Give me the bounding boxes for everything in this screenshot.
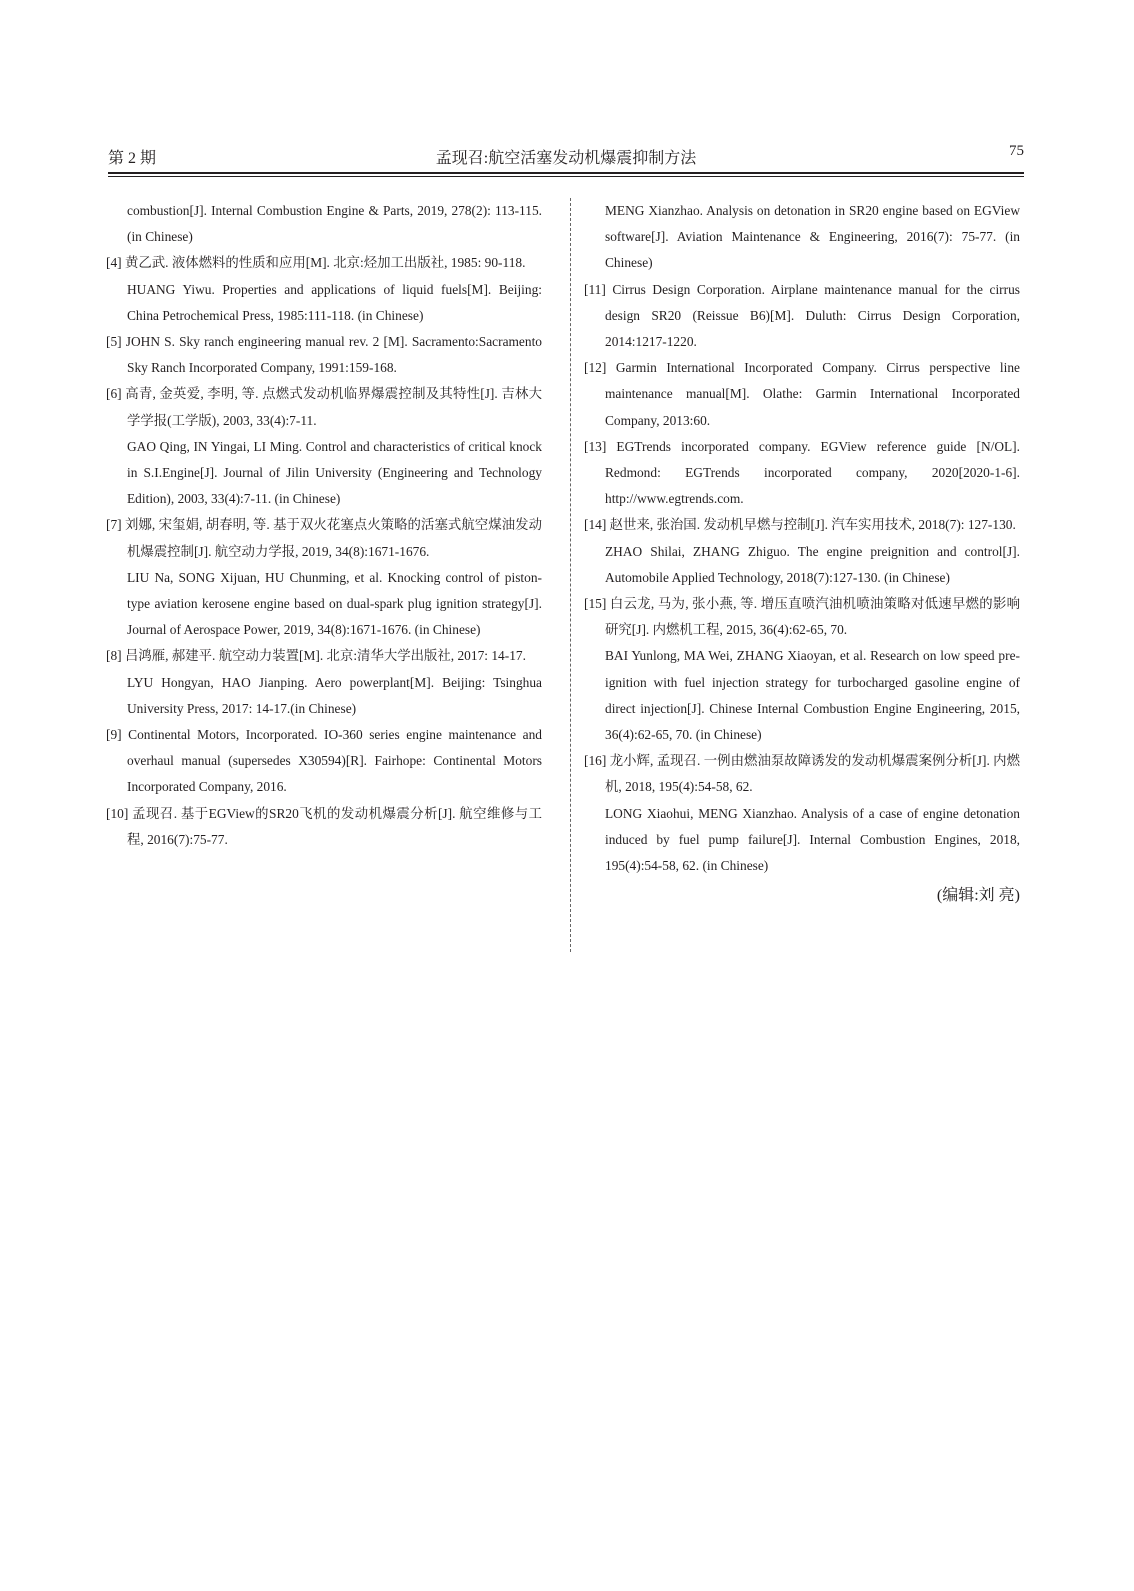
header-rule-thin [108,176,1024,177]
reference-9: [9] Continental Motors, Incorporated. IO-360 series engine maintenance and overhaul manual (supersedes X30594)[R]. Fairhope: Continental Motors Incorporated Company, 2016. [106,727,542,795]
reference-10: [10] 孟现召. 基于EGView的SR20飞机的发动机爆震分析[J]. 航空维修与工程, 2016(7):75-77. [106,805,542,847]
reference-16-english: LONG Xiaohui, MENG Xianzhao. Analysis of a case of engine detonation induced by fuel pump failure[J]. Internal Combustion Engines, 2018, 195(4):54-58, 62. (in Chinese) [605,805,1020,874]
reference-15-english: BAI Yunlong, MA Wei, ZHANG Xiaoyan, et al. Research on low speed pre-ignition with fuel injection strategy for turbocharged gasoline engine of direct injection[J]. Chinese Internal Combustion Engine Engineering, 2015, 36(4):62-65, 70. (in Chinese) [605,648,1020,743]
issue-label: 第 2 期 [108,150,157,167]
reference-4-english: HUANG Yiwu. Properties and applications of liquid fuels[M]. Beijing: China Petrochemical Press, 1985:111-118. (in Chinese) [127,281,542,323]
running-header [108,145,1024,171]
reference-16: [16] 龙小辉, 孟现召. 一例由燃油泵故障诱发的发动机爆震案例分析[J]. 内燃机, 2018, 195(4):54-58, 62. [584,753,1020,795]
reference-13: [13] EGTrends incorporated company. EGView reference guide [N/OL]. Redmond: EGTrends incorporated company, 2020[2020-1-6]. http://www.egtrends.com. [584,438,1020,507]
reference-14-english: ZHAO Shilai, ZHANG Zhiguo. The engine preignition and control[J]. Automobile Applied Technology, 2018(7):127-130. (in Chinese) [605,543,1020,585]
reference-10-english: MENG Xianzhao. Analysis on detonation in SR20 engine based on EGView software[J]. Aviation Maintenance & Engineering, 2016(7): 75-77. (in Chinese) [605,203,1020,271]
reference-7-english: LIU Na, SONG Xijuan, HU Chunming, et al. Knocking control of piston-type aviation kerosene engine based on dual-spark plug ignition strategy[J]. Journal of Aerospace Power, 2019, 34(8):1671-1676. (in Chinese) [127,569,542,638]
running-title: 孟现召:航空活塞发动机爆震抑制方法 [435,150,697,167]
reference-5: [5] JOHN S. Sky ranch engineering manual rev. 2 [M]. Sacramento:Sacramento Sky Ranch Incorporated Company, 1991:159-168. [106,334,542,376]
reference-8: [8] 吕鸿雁, 郝建平. 航空动力装置[M]. 北京:清华大学出版社, 2017: 14-17. [106,648,526,664]
reference-14: [14] 赵世来, 张治国. 发动机早燃与控制[J]. 汽车实用技术, 2018(7): 127-130. [584,517,1016,533]
column-divider [570,198,571,952]
header-rule [108,172,1024,174]
reference-continuation: combustion[J]. Internal Combustion Engine & Parts, 2019, 278(2): 113-115. (in Chinese) [127,203,542,245]
reference-11: [11] Cirrus Design Corporation. Airplane maintenance manual for the cirrus design SR20 (Reissue B6)[M]. Duluth: Cirrus Design Corporation, 2014:1217-1220. [584,281,1020,350]
reference-12: [12] Garmin International Incorporated Company. Cirrus perspective line maintenance manual[M]. Olathe: Garmin International Incorporated Company, 2013:60. [584,360,1020,428]
reference-4: [4] 黄乙武. 液体燃料的性质和应用[M]. 北京:烃加工出版社, 1985: 90-118. [106,255,526,271]
references-left-column [106,198,542,853]
reference-7: [7] 刘娜, 宋玺娟, 胡春明, 等. 基于双火花塞点火策略的活塞式航空煤油发动机爆震控制[J]. 航空动力学报, 2019, 34(8):1671-1676. [106,517,542,559]
references-right-column [584,198,1020,911]
reference-6: [6] 高青, 金英爱, 李明, 等. 点燃式发动机临界爆震控制及其特性[J]. 吉林大学学报(工学版), 2003, 33(4):7-11. [106,386,542,428]
reference-15: [15] 白云龙, 马为, 张小燕, 等. 增压直喷汽油机喷油策略对低速早燃的影响研究[J]. 内燃机工程, 2015, 36(4):62-65, 70. [584,596,1020,638]
reference-6-english: GAO Qing, IN Yingai, LI Ming. Control and characteristics of critical knock in S.I.Engine[J]. Journal of Jilin University (Engineering and Technology Edition), 2003, 33(4):7-11. (in Chinese) [127,438,542,507]
editor-note: (编辑:刘 亮) [936,887,1020,905]
reference-8-english: LYU Hongyan, HAO Jianping. Aero powerplant[M]. Beijing: Tsinghua University Press, 2017: 14-17.(in Chinese) [127,674,542,716]
page-number: 75 [1009,143,1024,159]
